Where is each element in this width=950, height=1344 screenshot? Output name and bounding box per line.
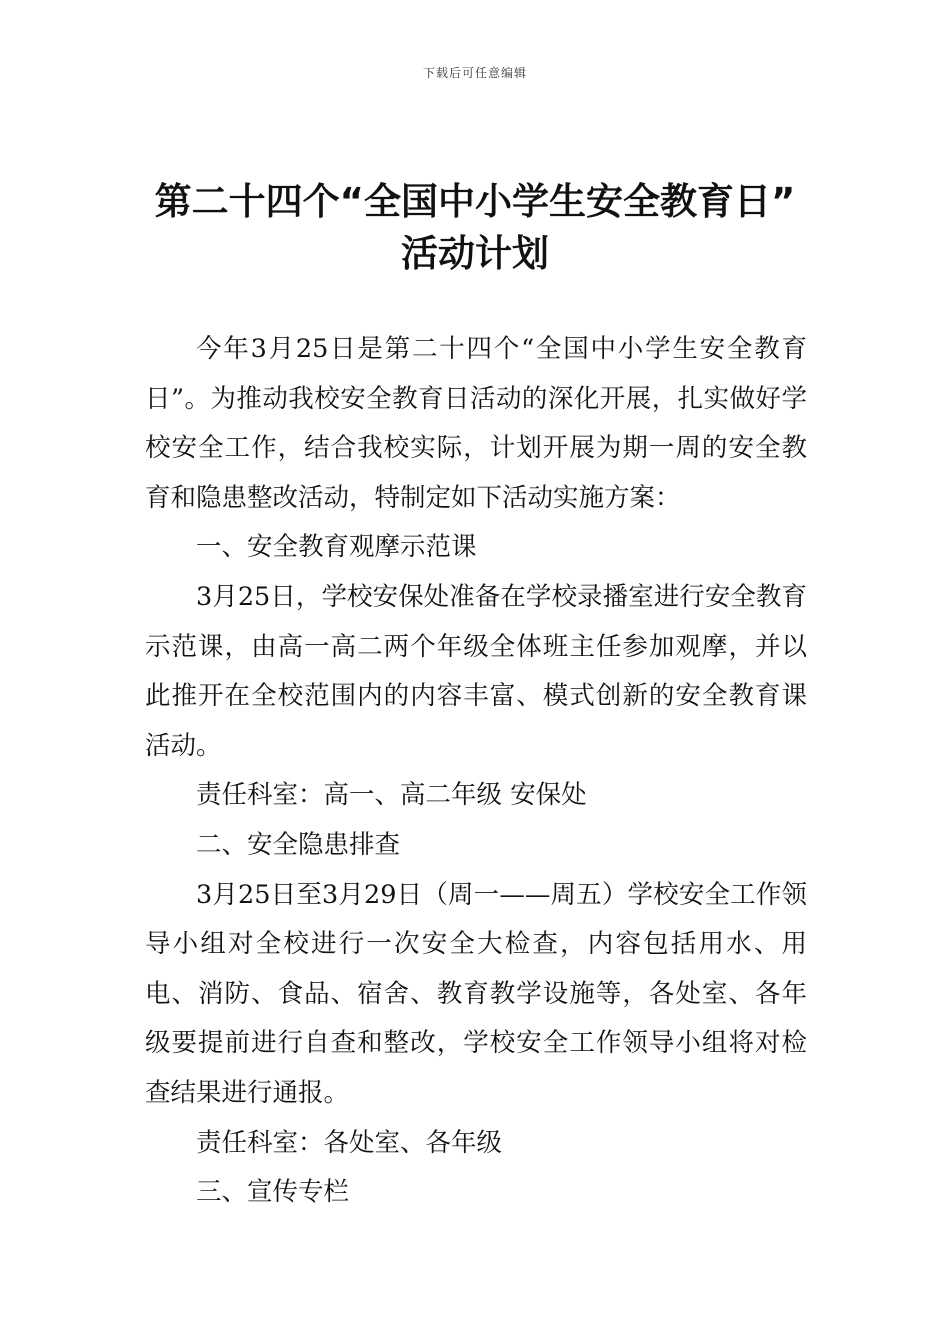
section-2-responsibility: 责任科室：各处室、各年级 — [196, 1127, 503, 1158]
section-heading-3: 三、宣传专栏 — [196, 1177, 350, 1208]
title-line-2: 活动计划 — [401, 232, 549, 275]
header-note: 下载后可任意编辑 — [422, 66, 527, 80]
document-body — [145, 325, 807, 1218]
intro-paragraph: 今年3月25日是第二十四个“全国中小学生安全教育日”。为推动我校安全教育日活动的深化开展，扎实做好学校安全工作，结合我校实际，计划开展为期一周的安全教育和隐患整改活动，特制定如下活动实施方案： — [145, 334, 807, 513]
section-1-paragraph: 3月25日，学校安保处准备在学校录播室进行安全教育示范课，由高一高二两个年级全体班主任参加观摩，并以此推开在全校范围内的内容丰富、模式创新的安全教育课活动。 — [145, 581, 807, 761]
section-1-responsibility: 责任科室：高一、高二年级 安保处 — [196, 780, 587, 811]
section-heading-2: 二、安全隐患排查 — [196, 829, 401, 860]
title-line-1: 第二十四个“全国中小学生安全教育日” — [154, 180, 796, 223]
section-2-paragraph: 3月25日至3月29日（周一——周五）学校安全工作领导小组对全校进行一次安全大检查，内容包括用水、用电、消防、食品、宿舍、教育教学设施等，各处室、各年级要提前进行自查和整改，学校安全工作领导小组将对检查结果进行通报。 — [145, 879, 807, 1108]
document-title — [0, 176, 950, 280]
section-heading-1: 一、安全教育观摩示范课 — [196, 532, 477, 563]
